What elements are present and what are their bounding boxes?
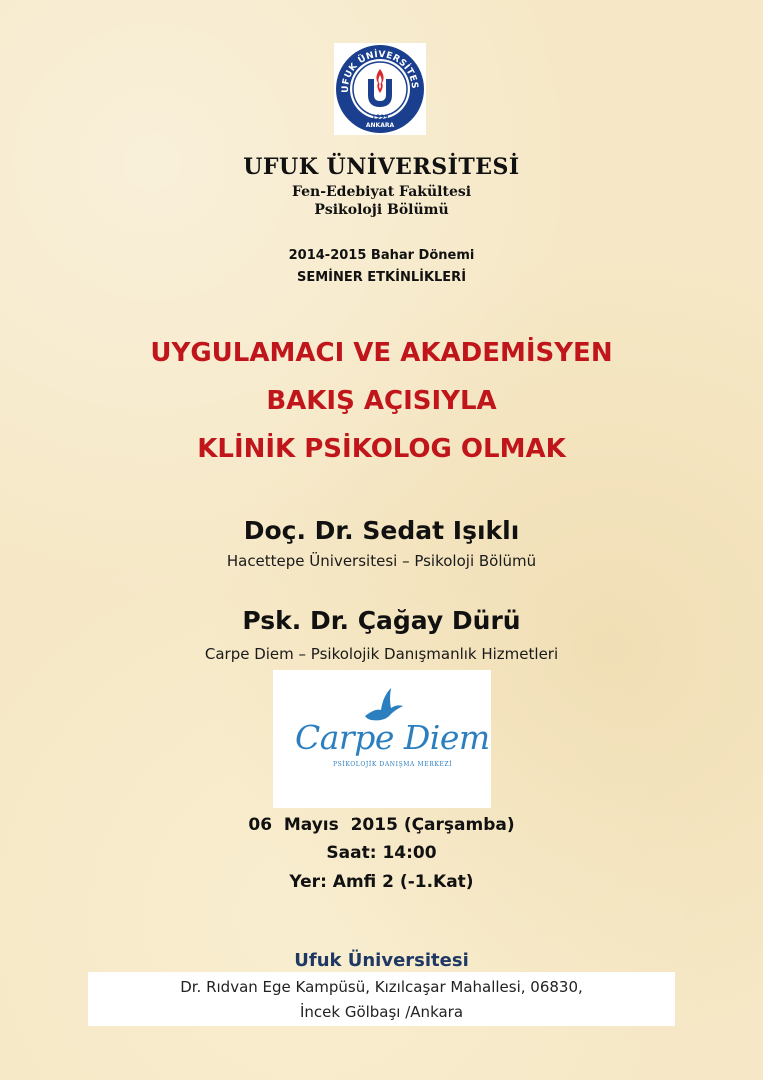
faculty-name: Fen-Edebiyat Fakültesi xyxy=(291,184,472,200)
seminar-title-line-2: BAKIŞ AÇISIYLA xyxy=(266,386,497,416)
carpe-diem-subtitle: PSİKOLOJİK DANIŞMA MERKEZİ xyxy=(333,761,453,768)
address-line-1: Dr. Rıdvan Ege Kampüsü, Kızılcaşar Mahallesi, 06830, xyxy=(180,978,583,996)
university-seal-icon xyxy=(334,43,426,135)
logo-city: ANKARA xyxy=(365,122,395,129)
university-name: UFUK ÜNİVERSİTESİ xyxy=(243,154,520,180)
university-logo xyxy=(334,43,426,135)
address-line-2: İncek Gölbaşı /Ankara xyxy=(299,1003,464,1021)
carpe-diem-logo xyxy=(273,670,491,808)
speaker-2-name: Psk. Dr. Çağay Dürü xyxy=(242,606,521,635)
event-time: Saat: 14:00 xyxy=(326,843,437,863)
seminar-title-line-1: UYGULAMACI VE AKADEMİSYEN xyxy=(150,338,613,368)
seminar-series-label: SEMİNER ETKİNLİKLERİ xyxy=(296,270,467,285)
carpe-diem-wordmark: Carpe Diem xyxy=(295,718,490,757)
event-date: 06 Mayıs 2015 (Çarşamba) xyxy=(248,815,515,835)
term-label: 2014-2015 Bahar Dönemi xyxy=(288,248,475,263)
speaker-1-affiliation: Hacettepe Üniversitesi – Psikoloji Bölümü xyxy=(226,552,537,570)
footer-university-name: Ufuk Üniversitesi xyxy=(294,950,469,971)
logo-year: 1999 xyxy=(371,114,389,121)
department-name: Psikoloji Bölümü xyxy=(314,202,449,218)
seminar-title-line-3: KLİNİK PSİKOLOG OLMAK xyxy=(197,434,566,464)
logo-ring-text: UFUK ÜNİVERSİTES xyxy=(340,49,420,93)
event-place: Yer: Amfi 2 (-1.Kat) xyxy=(289,872,474,892)
speaker-1-name: Doç. Dr. Sedat Işıklı xyxy=(243,516,520,545)
speaker-2-affiliation: Carpe Diem – Psikolojik Danışmanlık Hizmetleri xyxy=(204,645,559,663)
